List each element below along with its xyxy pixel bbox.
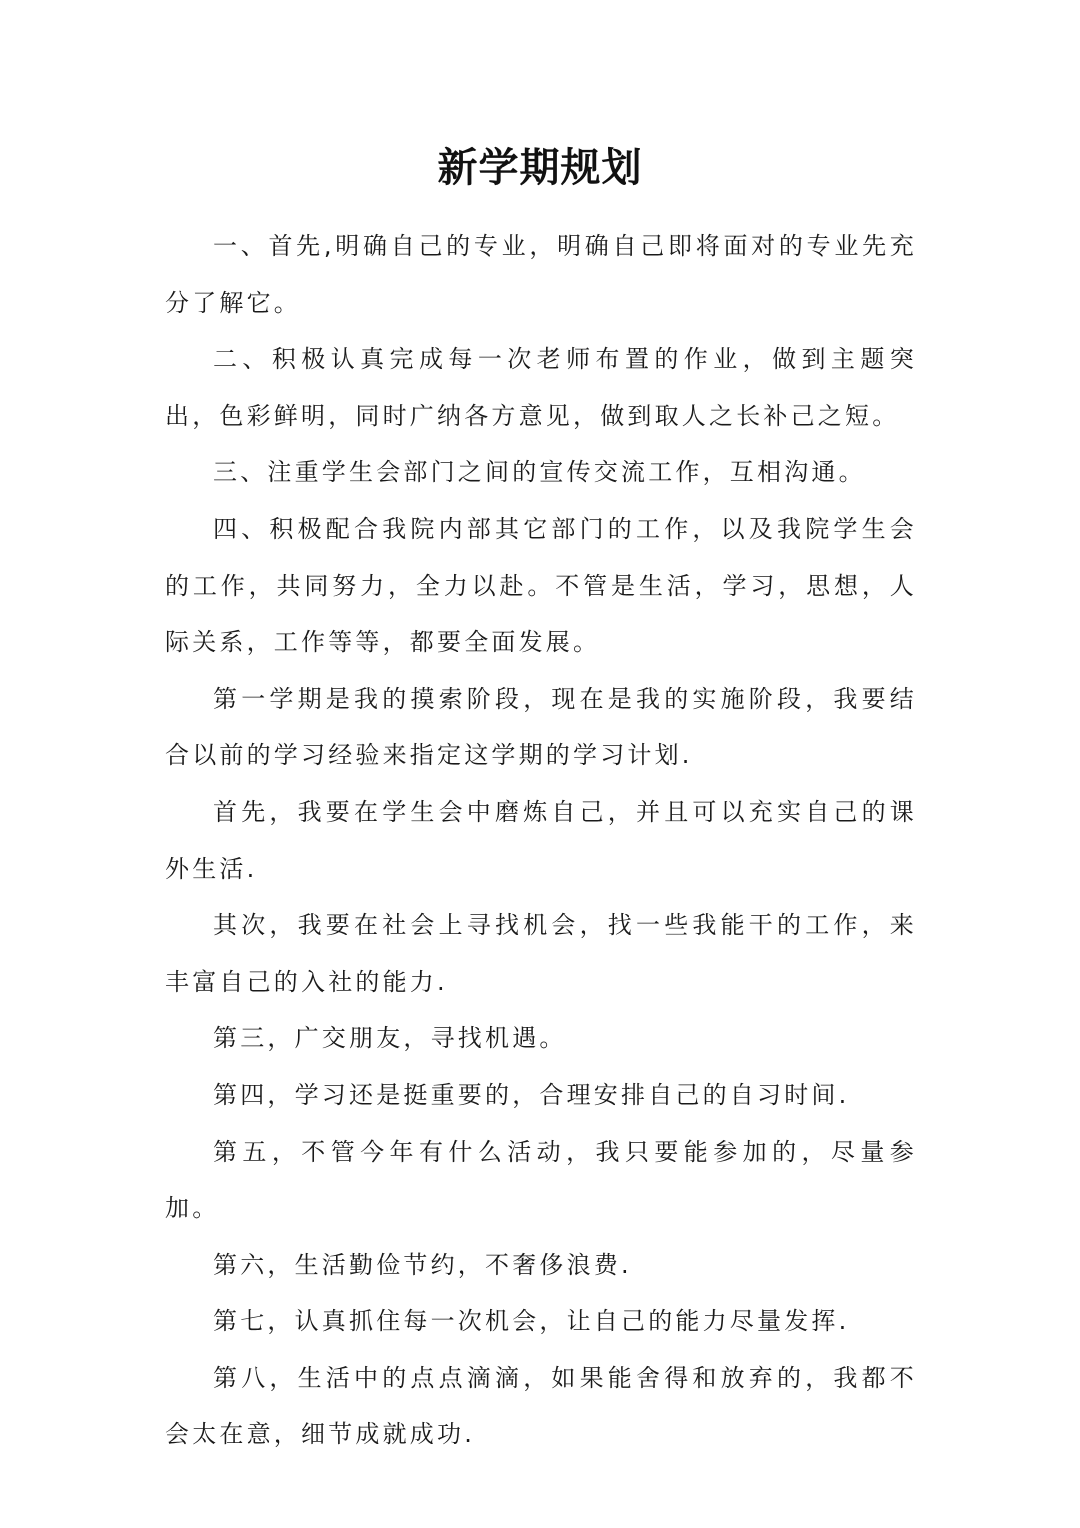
paragraph-9: 第四，学习还是挺重要的，合理安排自己的自习时间.: [213, 1080, 850, 1109]
paragraph-12: 第七，认真抓住每一次机会，让自己的能力尽量发挥.: [213, 1307, 850, 1336]
paragraph-13: 第八，生活中的点点滴滴，如果能舍得和放弃的，我都不会太在意，细节成就成功.: [165, 1363, 917, 1449]
paragraph-6: 首先，我要在学生会中磨炼自己，并且可以充实自己的课外生活.: [165, 797, 917, 883]
document-body: [165, 218, 917, 1463]
document-title: 新学期规划: [437, 144, 643, 191]
paragraph-2: 二、积极认真完成每一次老师布置的作业，做到主题突出，色彩鲜明，同时广纳各方意见，做到取人之长补己之短。: [165, 345, 917, 430]
paragraph-7: 其次，我要在社会上寻找机会，找一些我能干的工作，来丰富自己的入社的能力.: [165, 911, 917, 996]
paragraph-10: 第五，不管今年有什么活动，我只要能参加的，尽量参加。: [165, 1137, 917, 1223]
paragraph-3: 三、注重学生会部门之间的宣传交流工作，互相沟通。: [213, 458, 866, 487]
paragraph-8: 第三，广交朋友，寻找机遇。: [213, 1024, 567, 1053]
paragraph-11: 第六，生活勤俭节约，不奢侈浪费.: [213, 1250, 632, 1279]
paragraph-5: 第一学期是我的摸索阶段，现在是我的实施阶段，我要结合以前的学习经验来指定这学期的学习计划.: [165, 684, 917, 770]
paragraph-4: 四、积极配合我院内部其它部门的工作，以及我院学生会的工作，共同努力，全力以赴。不管是生活，学习，思想，人际关系，工作等等，都要全面发展。: [165, 514, 917, 657]
paragraph-1: 一、首先,明确自己的专业，明确自己即将面对的专业先充分了解它。: [165, 232, 917, 317]
